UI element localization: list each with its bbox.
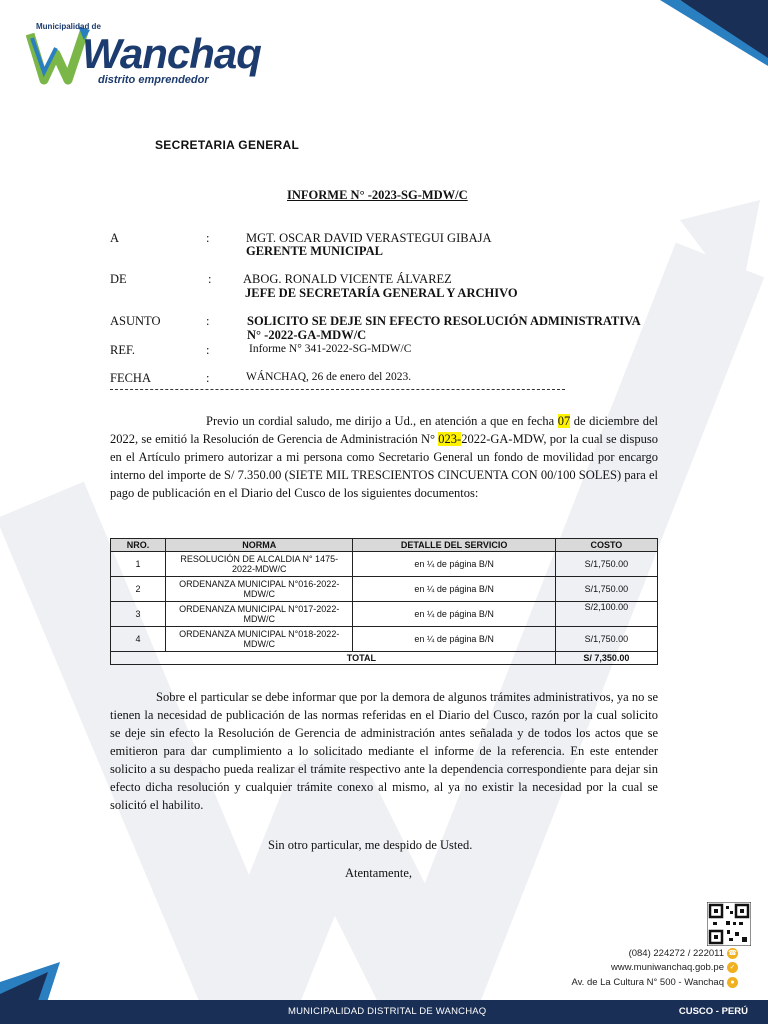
field-colon: : [206,314,210,328]
website-text: www.muniwanchaq.gob.pe [610,962,724,974]
informe-number: INFORME N° -2023-SG-MDW/C [287,188,468,202]
sender-name: ABOG. RONALD VICENTE ÁLVAREZ [243,272,452,286]
corner-decoration-top-right [640,0,768,70]
field-colon: : [206,343,210,357]
table-row [111,577,658,602]
footer-municipality-name: MUNICIPALIDAD DISTRITAL DE WANCHAQ [288,1006,487,1017]
qr-code-icon [707,902,751,946]
recipient-role: GERENTE MUNICIPAL [246,244,383,258]
cell-costo: S/1,750.00 [555,552,657,577]
field-label-ref: REF. [110,343,136,357]
subject-line-1: SOLICITO SE DEJE SIN EFECTO RESOLUCIÓN ADMINISTRATIVA [247,314,641,328]
location-pin-icon: ● [727,977,738,988]
table-total-row [111,652,658,665]
field-label-fecha: FECHA [110,371,151,385]
total-label: TOTAL [111,652,556,665]
column-header-nro: NRO. [111,539,166,552]
column-header-norma: NORMA [166,539,353,552]
cell-norma: ORDENANZA MUNICIPAL N°018-2022-MDW/C [166,627,353,652]
paragraph-text: Previo un cordial saludo, me dirijo a Ud., en atención a que en fecha [206,414,558,428]
column-header-detalle: DETALLE DEL SERVICIO [353,539,555,552]
date-value: WÁNCHAQ, 26 de enero del 2023. [246,371,412,383]
phone-text: (084) 224272 / 222011 [628,948,724,960]
footer-bar [0,1000,768,1024]
logo-tagline: distrito emprendedor [98,74,209,86]
subject-line-2: N° -2022-GA-MDW/C [247,328,367,342]
sender-role: JEFE DE SECRETARÍA GENERAL Y ARCHIVO [245,286,518,300]
field-colon: : [208,272,212,286]
cell-norma: ORDENANZA MUNICIPAL N°016-2022-MDW/C [166,577,353,602]
table-row [111,627,658,652]
field-colon: : [206,231,210,245]
sign-off: Atentamente, [345,866,412,880]
cell-costo: S/1,750.00 [555,577,657,602]
cell-detalle: en ¼ de página B/N [353,552,555,577]
paragraph-text: de diciembre del 2022, se emitió la Resolución de Gerencia de Administración N° [110,414,658,446]
address-text: Av. de La Cultura N° 500 - Wanchaq [571,977,724,989]
divider [110,389,565,390]
logo-small-text: Municipalidad de [36,22,101,31]
field-colon: : [206,371,210,385]
phone-icon: ☎ [728,950,737,957]
reference-value: Informe N° 341-2022-SG-MDW/C [249,343,412,355]
cell-nro: 3 [111,602,166,627]
paragraph-text: 2022-GA-MDW, por la cual se dispuso en el Artículo primero autorizar a mi persona como Secretario General un fondo de movilidad por encargo interno del importe de S/ 7.350.00 (SIETE MIL TRESCIENTOS CINCUENTA CON 00/100 SOLES) para el pago de publicación en el Diario del Cusco de los siguientes documentos: [110,432,659,500]
highlighted-day: 07 [557,414,571,428]
cell-costo: S/2,100.00 [555,602,657,627]
table-row [111,602,658,627]
total-value: S/ 7,350.00 [555,652,657,665]
office-heading: SECRETARIA GENERAL [155,138,300,152]
closing-line: Sin otro particular, me despido de Usted. [268,838,473,852]
footer-location: CUSCO - PERÚ [678,1006,748,1017]
wanchaq-w-mark-icon [26,26,90,86]
field-label-de: DE [110,272,127,286]
cell-norma: RESOLUCIÓN DE ALCALDIA N° 1475-2022-MDW/C [166,552,353,577]
cell-detalle: en ¼ de página B/N [353,627,555,652]
contact-phone [629,948,738,959]
cell-nro: 1 [111,552,166,577]
recipient-name: MGT. OSCAR DAVID VERASTEGUI GIBAJA [246,231,492,245]
column-header-costo: COSTO [555,539,657,552]
contact-address [571,977,738,988]
contact-web [611,962,738,973]
logo-name: Wanchaq [82,30,261,77]
table-row [111,552,658,577]
table-header-row [111,539,658,552]
documents-table [110,538,658,665]
field-label-a: A [110,231,120,245]
body-paragraph-1 [110,412,658,502]
cell-nro: 4 [111,627,166,652]
cell-nro: 2 [111,577,166,602]
paragraph-text: Sobre el particular se debe informar que por la demora de algunos trámites administrativos, ya no se tienen la necesidad de publicación de las normas referidas en el Diario del Cusco, razón por la cual solicito se deje sin efecto la Resolución de Gerencia de administración antes señalada y de todos los actos que se emitieron para dar cumplimiento a lo solicitado mediante el informe de la referencia. En este entender solicito a su despacho pueda realizar el trámite respectivo ante la dependencia correspondiente para dejar sin efecto dicha resolución y cualquier trámite conexo al mismo, al ya no existir la necesidad por la cual se solicitó el habilito. [110,690,658,812]
cell-costo: S/1,750.00 [555,627,657,652]
cell-detalle: en ¼ de página B/N [353,577,555,602]
cell-detalle: en ¼ de página B/N [353,602,555,627]
field-label-asunto: ASUNTO [110,314,161,328]
body-paragraph-2 [110,688,658,814]
cell-norma: ORDENANZA MUNICIPAL N°017-2022-MDW/C [166,602,353,627]
highlighted-resolution-number: 023- [438,432,462,446]
globe-icon: ✓ [727,962,738,973]
municipal-logo [26,12,261,90]
